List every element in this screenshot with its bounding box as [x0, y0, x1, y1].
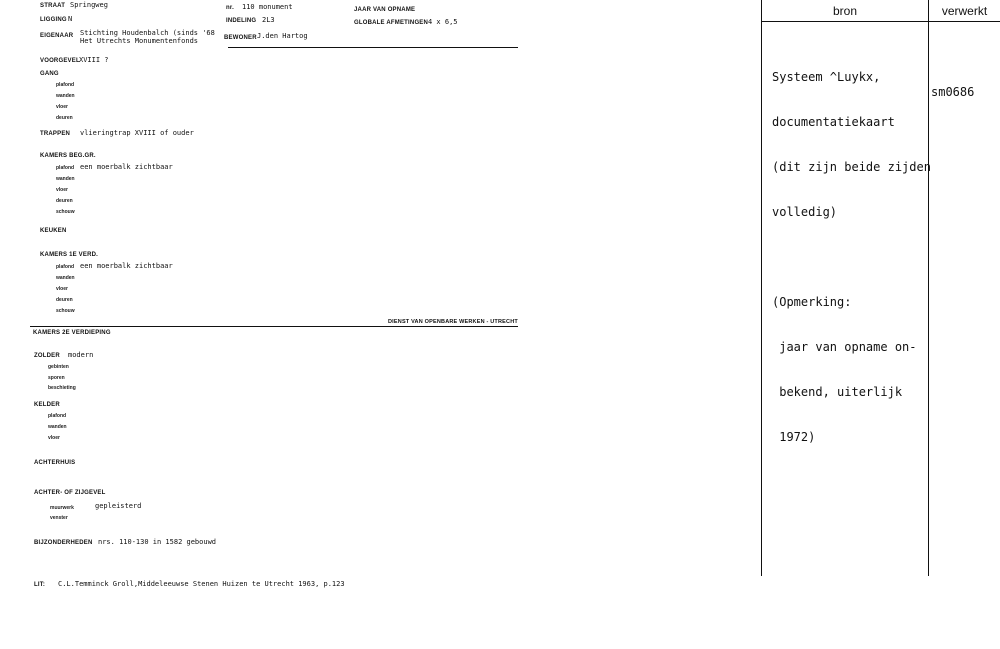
eigenaar-label: EIGENAAR — [40, 33, 74, 39]
bron-text — [772, 40, 931, 475]
kamers-beg-sub-vloer: vloer — [56, 187, 68, 193]
bron-line: (Opmerking: — [772, 295, 852, 309]
lit-label: LIT: — [34, 582, 46, 588]
voorgevel-value: XVIII ? — [79, 56, 109, 64]
kamers1-sub-plafond: plafond — [56, 264, 75, 270]
kamers1-sub-deuren: deuren — [56, 297, 73, 303]
bron-line — [772, 250, 931, 265]
nr-label: nr. — [226, 5, 234, 11]
gang-sub-wanden: wanden — [56, 93, 75, 99]
zolder-label: ZOLDER — [34, 353, 60, 359]
kamers-beg-label: KAMERS BEG.GR. — [40, 153, 96, 159]
bron-line: volledig) — [772, 205, 838, 219]
jaar-label: JAAR VAN OPNAME — [354, 7, 416, 13]
page-break-rule — [30, 326, 518, 327]
zolder-sub-sporen: sporen — [48, 375, 65, 381]
achtergevel-sub-muurwerk: muurwerk — [50, 505, 74, 511]
voorgevel-label: VOORGEVEL — [40, 58, 80, 64]
table-header-rule — [761, 21, 1000, 22]
gang-sub-plafond: plafond — [56, 82, 75, 88]
globale-value: 4 x 6,5 — [428, 18, 458, 26]
bewoner-label: BEWONER — [224, 35, 257, 41]
bron-line: 1972) — [772, 430, 816, 444]
kamers-beg-sub-deuren: deuren — [56, 198, 73, 204]
gang-sub-deuren: deuren — [56, 115, 73, 121]
kamers-beg-sub-wanden: wanden — [56, 176, 75, 182]
globale-label: GLOBALE AFMETINGEN — [354, 20, 429, 26]
kamers1-sub-schouw: schouw — [56, 308, 75, 314]
bron-line: (dit zijn beide zijden — [772, 160, 931, 174]
straat-value: Springweg — [70, 1, 108, 9]
muurwerk-value: gepleisterd — [95, 502, 142, 510]
gang-sub-vloer: vloer — [56, 104, 68, 110]
indeling-label: INDELING — [226, 18, 257, 24]
dienst-label: DIENST VAN OPENBARE WERKEN - UTRECHT — [388, 319, 518, 325]
trappen-value: vlieringtrap XVIII of ouder — [80, 129, 194, 137]
trappen-label: TRAPPEN — [40, 131, 71, 137]
kamers-beg-plafond-value: een moerbalk zichtbaar — [80, 163, 173, 171]
verwerkt-header: verwerkt — [941, 4, 988, 18]
bewoner-value: J.den Hartog — [257, 32, 308, 40]
gang-label: GANG — [40, 71, 59, 77]
bron-line: Systeem ^Luykx, — [772, 70, 881, 84]
keuken-label: KEUKEN — [40, 228, 67, 234]
eigenaar-line2: Het Utrechts Monumentenfonds — [80, 37, 199, 45]
verwerkt-value: sm0686 — [931, 85, 975, 99]
lit-value: C.L.Temminck Groll,Middeleeuwse Stenen Huizen te Utrecht 1963, p.123 — [58, 580, 345, 588]
header-rule — [228, 47, 518, 48]
table-left-border — [761, 0, 762, 576]
kamers-beg-sub-plafond: plafond — [56, 165, 75, 171]
bron-line: bekend, uiterlijk — [772, 385, 903, 399]
kelder-label: KELDER — [34, 402, 60, 408]
kamers1-plafond-value: een moerbalk zichtbaar — [80, 262, 173, 270]
achterhuis-label: ACHTERHUIS — [34, 460, 76, 466]
kelder-sub-wanden: wanden — [48, 424, 67, 430]
kamers1-sub-wanden: wanden — [56, 275, 75, 281]
indeling-value: 2L3 — [262, 16, 275, 24]
kamers1-sub-vloer: vloer — [56, 286, 68, 292]
zolder-sub-beschieting: beschieting — [48, 385, 76, 391]
bron-line: documentatiekaart — [772, 115, 895, 129]
kamers-beg-sub-schouw: schouw — [56, 209, 75, 215]
nr-value: 110 monument — [242, 3, 293, 11]
achtergevel-sub-venster: venster — [50, 515, 68, 521]
eigenaar-line1: Stichting Houdenbalch (sinds '68 — [80, 29, 215, 37]
kelder-sub-vloer: vloer — [48, 435, 60, 441]
bron-header: bron — [832, 4, 858, 18]
bijzonderheden-label: BIJZONDERHEDEN — [34, 540, 93, 546]
kamers2-label: KAMERS 2E VERDIEPING — [33, 330, 111, 336]
zolder-sub-gebinten: gebinten — [48, 364, 69, 370]
kelder-sub-plafond: plafond — [48, 413, 67, 419]
ligging-value: N — [68, 15, 73, 23]
ligging-label: LIGGING — [40, 17, 67, 23]
kamers1-label: KAMERS 1E VERD. — [40, 252, 99, 258]
achtergevel-label: ACHTER- OF ZIJGEVEL — [34, 490, 106, 496]
bron-line: jaar van opname on- — [772, 340, 917, 354]
bijzonderheden-value: nrs. 110-130 in 1582 gebouwd — [98, 538, 217, 546]
straat-label: STRAAT — [40, 3, 66, 9]
zolder-value: modern — [68, 351, 94, 359]
